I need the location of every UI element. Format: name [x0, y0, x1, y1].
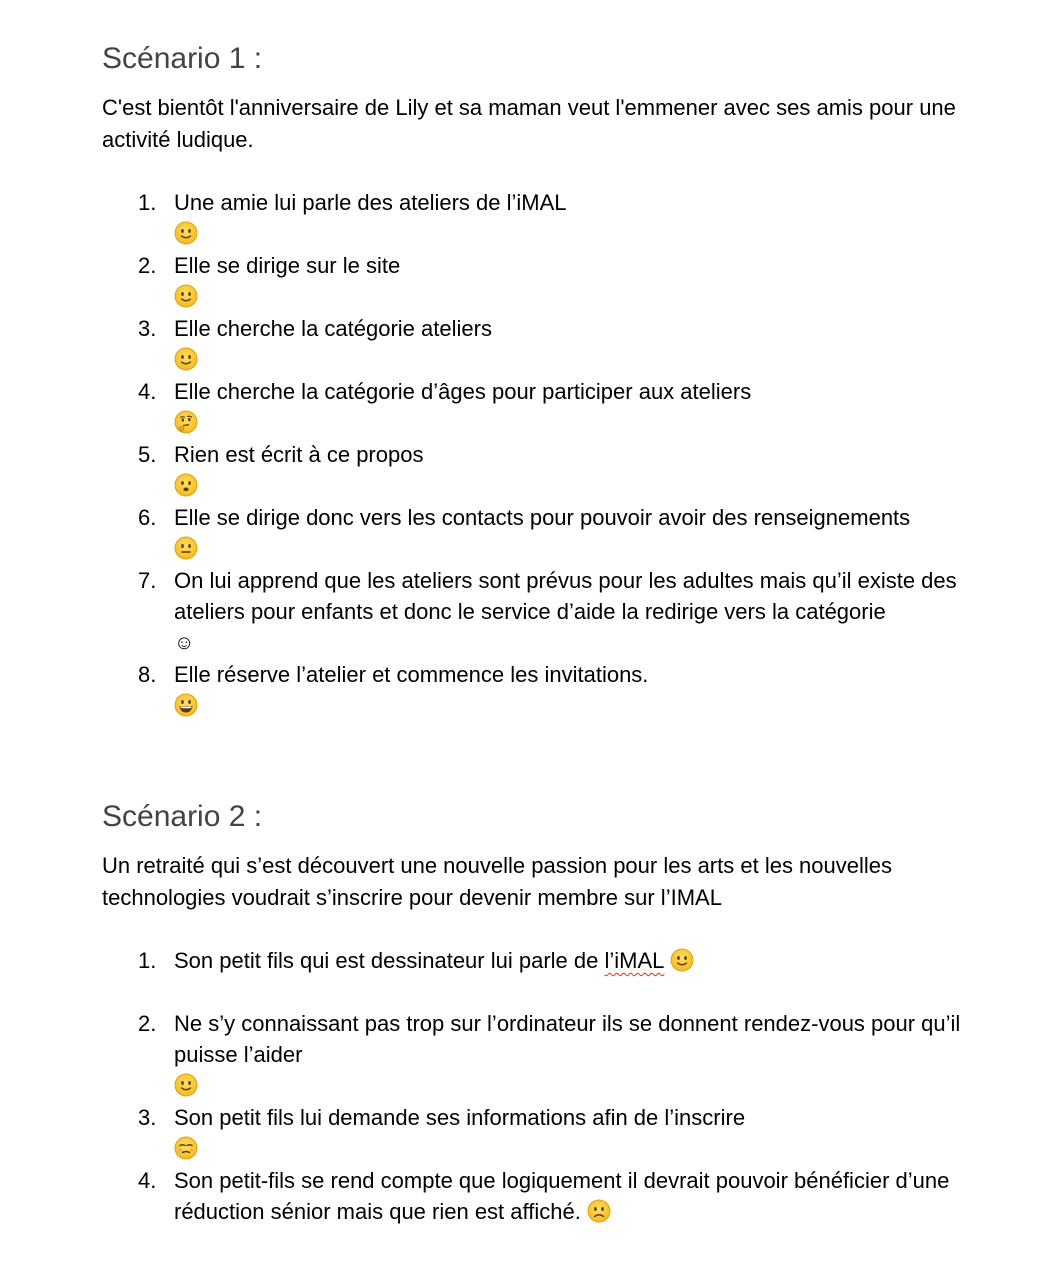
thinking-face-icon: [174, 410, 198, 434]
scenario-2-section: [102, 798, 1002, 1227]
list-item-text: Son petit fils lui demande ses informations afin de l’inscrire: [174, 1105, 746, 1130]
list-item: [102, 659, 1002, 717]
list-item: [102, 1102, 1002, 1160]
list-number: 3.: [138, 316, 157, 341]
list-item-text: Ne s’y connaissant pas trop sur l’ordinateur ils se donnent rendez-vous pour qu’il puisse l’aider: [174, 1011, 961, 1067]
scenario-1-section: [102, 40, 1002, 722]
list-number: 1.: [138, 948, 157, 973]
unamused-face-icon: [174, 1136, 198, 1160]
list-item: [102, 187, 1002, 245]
slightly-frowning-face-icon: [587, 1199, 611, 1223]
neutral-face-icon: [174, 536, 198, 560]
list-item-text: Son petit-fils se rend compte que logiquement il devrait pouvoir bénéficier d’une réduction sénior mais que rien est affiché.: [174, 1168, 950, 1224]
list-number: 1.: [138, 190, 157, 215]
list-item: [102, 565, 1002, 659]
list-number: 8.: [138, 662, 157, 687]
spellcheck-flagged-word[interactable]: l’iMAL: [604, 948, 665, 973]
frowning-face-icon: [174, 473, 198, 497]
scenario-1-steps: [102, 187, 1002, 717]
scenario-1-heading: Scénario 1 :: [102, 42, 263, 75]
scenario-2-steps: [102, 945, 1002, 1227]
list-item: [102, 376, 1002, 434]
list-number: 6.: [138, 505, 157, 530]
list-item-text: Elle se dirige sur le site: [174, 253, 401, 278]
list-number: 7.: [138, 568, 157, 593]
list-number: 2.: [138, 253, 157, 278]
grinning-face-icon: [174, 693, 198, 717]
list-item: [102, 1008, 1002, 1097]
list-item: [102, 313, 1002, 371]
list-item-text: Rien est écrit à ce propos: [174, 442, 424, 467]
slightly-smiling-face-icon: [174, 1073, 198, 1097]
list-number: 4.: [138, 379, 157, 404]
list-item-text: Elle se dirige donc vers les contacts pour pouvoir avoir des renseignements: [174, 505, 911, 530]
scenario-2-heading: Scénario 2 :: [102, 800, 263, 833]
list-item-text: Elle cherche la catégorie ateliers: [174, 316, 492, 341]
scenario-2-intro: Un retraité qui s’est découvert une nouvelle passion pour les arts et les nouvelles technologies voudrait s’inscrire pour devenir membre sur l’IMAL: [102, 853, 893, 910]
list-item-text: Une amie lui parle des ateliers de l’iMAL: [174, 190, 567, 215]
list-number: 5.: [138, 442, 157, 467]
slightly-smiling-face-icon: [670, 948, 694, 972]
list-number: 3.: [138, 1105, 157, 1130]
list-item-text: Elle réserve l’atelier et commence les invitations.: [174, 662, 649, 687]
list-item: [102, 250, 1002, 308]
slightly-smiling-face-icon: [174, 221, 198, 245]
list-item: [102, 502, 1002, 560]
smiling-face-text-icon: ☺: [174, 632, 195, 654]
slightly-smiling-face-icon: [174, 284, 198, 308]
list-item-text: On lui apprend que les ateliers sont prévus pour les adultes mais qu’il existe des ateliers pour enfants et donc le service d’aide la redirige vers la catégorie: [174, 568, 957, 624]
scenario-1-intro: C'est bientôt l'anniversaire de Lily et sa maman veut l'emmener avec ses amis pour une activité ludique.: [102, 95, 956, 152]
list-item: [102, 439, 1002, 497]
list-item-text: Son petit fils qui est dessinateur lui parle de: [174, 948, 605, 973]
list-number: 4.: [138, 1168, 157, 1193]
slightly-smiling-face-icon: [174, 347, 198, 371]
list-item: [102, 945, 1002, 976]
list-number: 2.: [138, 1011, 157, 1036]
list-item-text: Elle cherche la catégorie d’âges pour participer aux ateliers: [174, 379, 752, 404]
list-item: [102, 1165, 1002, 1227]
